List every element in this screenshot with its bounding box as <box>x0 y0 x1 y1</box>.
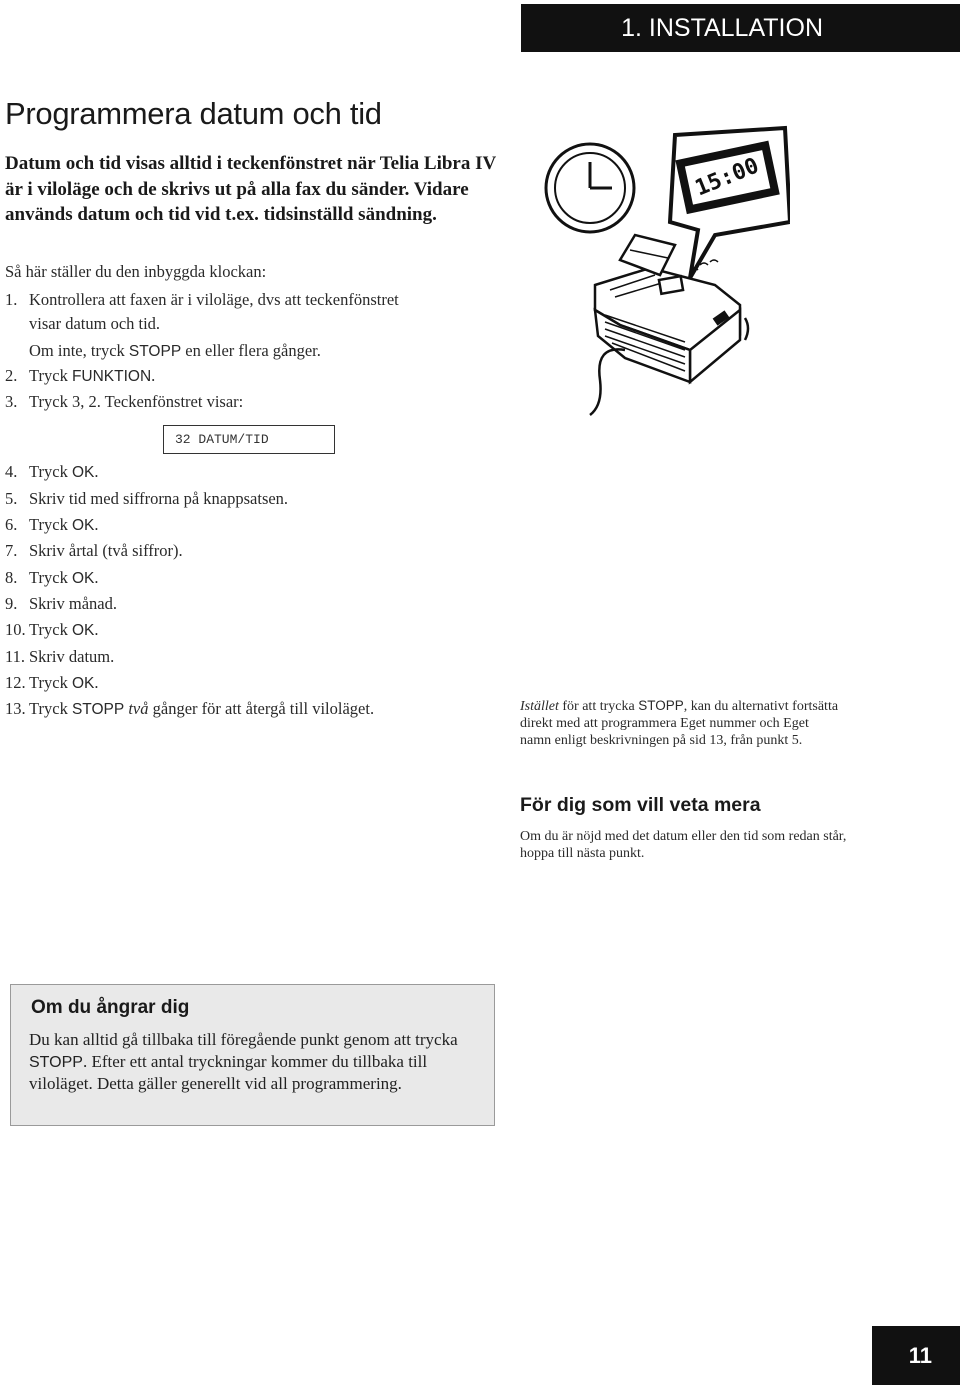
step-text: Skriv månad. <box>29 594 117 613</box>
key-label-stopp: STOPP <box>71 701 125 718</box>
undo-text-part: Du kan alltid gå tillbaka till föregående punkt genom att trycka <box>29 1030 458 1049</box>
step-text: . <box>94 673 99 692</box>
tip-text-part: , kan du alternativt fortsätta direkt med att programmera Eget nummer och Eget namn enligt beskrivningen på sid 13, från punkt 5. <box>520 699 839 748</box>
tip-text-part: för att trycka <box>558 699 639 714</box>
step-number: 8. <box>5 568 18 587</box>
page-title: Programmera datum och tid <box>5 96 382 131</box>
key-label-stopp: STOPP <box>128 343 182 360</box>
step-text: Tryck <box>29 515 72 534</box>
page-number <box>872 1326 960 1385</box>
page-number-text: 11 <box>908 1342 932 1368</box>
step-7 <box>5 541 183 561</box>
instructions-lead: Så här ställer du den inbyggda klockan: <box>5 262 267 281</box>
step-9 <box>5 594 117 614</box>
section-header <box>521 4 960 52</box>
step-text: Tryck <box>29 366 72 385</box>
step-number: 9. <box>5 594 18 613</box>
step-number: 3. <box>5 392 18 411</box>
step-number: 13. <box>5 699 26 718</box>
step-5 <box>5 489 288 509</box>
step-8 <box>5 568 98 588</box>
step-number: 12. <box>5 673 26 692</box>
key-label-ok: OK <box>71 464 95 481</box>
step-text: . <box>94 462 99 481</box>
key-label-funktion: FUNKTION <box>71 368 152 385</box>
step-number: 4. <box>5 462 18 481</box>
clock-icon <box>546 144 634 232</box>
step-text: Kontrollera att faxen är i viloläge, dvs att teckenfönstret <box>29 290 399 309</box>
step-text-continued <box>5 341 399 361</box>
step-13 <box>5 699 374 719</box>
step-text-continued: visar datum och tid. <box>29 314 161 333</box>
more-info-text: Om du är nöjd med det datum eller den tid som redan står, hoppa till nästa punkt. <box>520 829 847 861</box>
key-label-ok: OK <box>71 675 95 692</box>
step-6 <box>5 515 98 535</box>
key-label-ok: OK <box>71 570 95 587</box>
undo-heading: Om du ångrar dig <box>31 997 190 1018</box>
step-text: Tryck <box>29 673 72 692</box>
fax-machine-icon <box>590 235 748 415</box>
intro-paragraph: Datum och tid visas alltid i teckenfönstret när Telia Libra IV är i viloläge och de skrivs ut på alla fax du sänder. Vidare används datum och tid vid t.ex. tidsinställd sändning. <box>5 153 496 225</box>
step-emphasis: två <box>128 699 149 718</box>
step-text: Om inte, tryck <box>29 341 129 360</box>
undo-text-part: . Efter ett antal tryckningar kommer du tillbaka till viloläget. Detta gäller generellt vid all programmering. <box>29 1051 428 1093</box>
step-text: . <box>94 515 99 534</box>
step-number: 7. <box>5 541 18 560</box>
step-text: Tryck <box>29 568 72 587</box>
step-text: Tryck 3, 2. Teckenfönstret visar: <box>29 392 244 411</box>
more-info-heading: För dig som vill veta mera <box>520 794 761 816</box>
step-4 <box>5 462 98 482</box>
step-10 <box>5 620 98 640</box>
step-text: . <box>151 366 156 385</box>
step-text: Tryck <box>29 620 72 639</box>
key-label-stopp: STOPP <box>638 698 684 713</box>
undo-info-box <box>10 984 495 1126</box>
step-text: . <box>94 620 99 639</box>
key-label-stopp: STOPP <box>29 1053 83 1071</box>
step-number: 2. <box>5 366 18 385</box>
step-text: gånger för att återgå till viloläget. <box>148 699 375 718</box>
key-label-ok: OK <box>71 517 95 534</box>
step-number: 10. <box>5 620 26 639</box>
step-text: Skriv tid med siffrorna på knappsatsen. <box>29 489 289 508</box>
step-text: . <box>94 568 99 587</box>
step-text: Skriv datum. <box>29 647 115 666</box>
step-number: 1. <box>5 290 18 309</box>
step-1 <box>5 290 399 361</box>
step-text: en eller flera gånger. <box>181 341 321 360</box>
step-number: 5. <box>5 489 18 508</box>
undo-text <box>29 1029 479 1095</box>
step-text: Tryck <box>29 699 72 718</box>
fax-clock-illustration <box>540 110 790 425</box>
key-label-ok: OK <box>71 622 95 639</box>
section-title: 1. INSTALLATION <box>621 13 823 42</box>
step-11 <box>5 647 114 667</box>
step-12 <box>5 673 98 693</box>
step-text: Tryck <box>29 462 72 481</box>
display-bubble <box>670 128 790 278</box>
tip-emphasis: Istället <box>520 699 559 714</box>
step-3 <box>5 392 243 412</box>
step-2 <box>5 366 155 386</box>
step-number: 6. <box>5 515 18 534</box>
clock-display-text: 15:00 <box>691 153 763 202</box>
fax-display-box: 32 DATUM/TID <box>163 425 335 454</box>
tip-text <box>520 697 840 749</box>
step-text: Skriv årtal (två siffror). <box>29 541 183 560</box>
step-number: 11. <box>5 647 26 666</box>
